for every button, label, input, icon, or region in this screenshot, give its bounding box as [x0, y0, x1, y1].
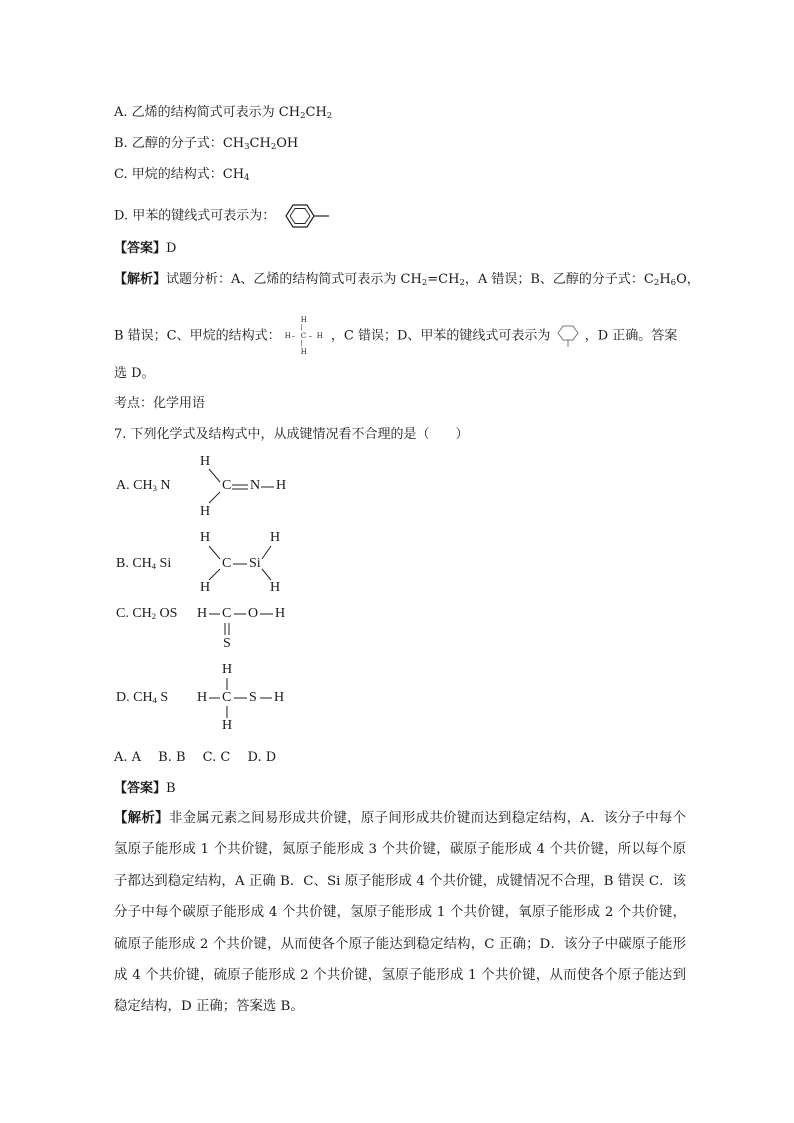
- analysis-text: 选 D。: [114, 366, 155, 381]
- formula-text: Si: [156, 556, 172, 571]
- q7-choices: [114, 749, 276, 767]
- bonds-c: [114, 604, 314, 650]
- subscript: 2: [151, 611, 157, 621]
- atom-h: H: [222, 662, 233, 677]
- bond-horizontal: –: [308, 332, 313, 340]
- q7-stem: [114, 426, 469, 444]
- atom-h: H: [284, 332, 291, 340]
- option-b: [114, 135, 298, 153]
- option-a-text: A. 乙烯的结构简式可表示为 CH: [114, 105, 301, 120]
- subscript: 2: [459, 278, 465, 288]
- atom-h: H: [197, 606, 208, 621]
- knowledge-point: [114, 395, 205, 413]
- subscript: 4: [151, 561, 157, 571]
- formula-text: B. CH: [116, 556, 152, 571]
- atom-h: H: [270, 530, 281, 545]
- bond-vertical: |: [300, 340, 303, 347]
- atom-h: H: [275, 606, 286, 621]
- atom-si: Si: [249, 556, 261, 571]
- structure-d: [114, 660, 314, 736]
- atom-h: H: [270, 580, 281, 595]
- structure-c: [114, 604, 314, 650]
- subscript: 3: [244, 142, 250, 152]
- analysis-text: 非金属元素之间易形成共价键，原子间形成共价键而达到稳定结构，A．该分子中每个氢原子能形成 1 个共价键，氮原子能形成 3 个共价键，碳原子能形成 4 个共价键，所以每个原子都达到稳定结构，A 正确 B．C、Si 原子能形成 4 个共价键，成键情况不合理，B 错误 C．该分子中每个碳原子能形成 4 个共价键，氢原子能形成 1 个共价键，氧原子能形成 2 个共价键，硫原子能形成 2 个共价键，从而使各个原子能达到稳定结构，C 正确；D．该分子中碳原子能形成 4 个共价键，硫原子能形成 2 个共价键，氢原子能形成 1 个共价键，从而使各个原子能达到稳定结构，D 正确；答案选 B。: [114, 811, 687, 1015]
- atom-h: H: [222, 718, 233, 733]
- toluene-mini-icon: [555, 323, 581, 349]
- atom-h: H: [300, 348, 307, 356]
- atom-h: H: [200, 580, 211, 595]
- analysis-text: B 错误；C、甲烷的结构式：: [114, 328, 281, 344]
- answer-value: B: [166, 781, 176, 796]
- subscript: 2: [421, 278, 428, 288]
- atom-h: H: [276, 478, 287, 493]
- bonds-d: [114, 660, 314, 736]
- option-b-text-3: OH: [276, 136, 299, 151]
- formula-text: S: [156, 690, 169, 705]
- option-b-text-2: CH: [249, 136, 271, 151]
- bonds-a: [114, 450, 314, 522]
- analysis-label: 【解析】: [114, 810, 169, 826]
- bonds-b: [114, 528, 314, 598]
- option-d-text: D. 甲苯的键线式可表示为：: [114, 208, 276, 224]
- option-c: [114, 166, 249, 184]
- formula-text: N: [156, 478, 171, 493]
- option-b-text: B. 乙醇的分子式：CH: [114, 136, 245, 151]
- knowledge-point-text: 考点：化学用语: [114, 396, 206, 411]
- atom-h: H: [200, 504, 211, 519]
- subscript: 2: [300, 111, 306, 121]
- atom-n: N: [250, 478, 261, 493]
- atom-o: O: [248, 606, 259, 621]
- atom-h: H: [200, 454, 211, 469]
- atom-h: H: [197, 690, 208, 705]
- toluene-skeletal-icon: [279, 201, 333, 231]
- atom-c: C: [222, 690, 232, 705]
- bond-vertical: |: [300, 324, 303, 331]
- q7-answer: [114, 780, 176, 798]
- formula-text: OS: [156, 606, 178, 621]
- analysis-label: 【解析】: [114, 272, 167, 287]
- option-a-text-2: CH: [305, 105, 327, 120]
- atom-h: H: [274, 690, 285, 705]
- option-c-text: C. 甲烷的结构式：CH: [114, 167, 245, 182]
- analysis-text: H: [659, 272, 671, 287]
- atom-h: H: [300, 316, 307, 324]
- analysis-text: O，: [676, 272, 700, 287]
- analysis-text: =CH: [427, 272, 460, 287]
- atom-s: S: [249, 690, 257, 705]
- atom-h: H: [316, 332, 323, 340]
- answer-label: 【答案】: [114, 781, 167, 796]
- atom-h: H: [200, 530, 211, 545]
- atom-s: S: [223, 636, 231, 651]
- subscript: 3: [152, 483, 157, 493]
- question-stem: 7. 下列化学式及结构式中，从成键情况看不合理的是（ ）: [114, 427, 469, 442]
- atom-c: C: [222, 556, 232, 571]
- structure-b: [114, 528, 314, 598]
- q6-analysis-line-1: [114, 271, 700, 289]
- formula-text: C. CH: [116, 606, 152, 621]
- answer-value: D: [166, 241, 177, 256]
- formula-text: A. CH: [116, 478, 153, 493]
- q6-answer: [114, 240, 176, 258]
- subscript: 2: [326, 111, 333, 121]
- subscript: 4: [244, 173, 250, 183]
- q6-analysis-line-3: [114, 365, 155, 383]
- methane-structure-mini: [285, 316, 327, 356]
- formula-text: D. CH: [116, 690, 153, 705]
- option-d: [114, 201, 333, 231]
- answer-label: 【答案】: [114, 241, 167, 256]
- subscript: 6: [670, 278, 677, 288]
- atom-c: C: [300, 332, 307, 340]
- q7-analysis: [114, 803, 686, 1023]
- analysis-text: ，D 正确。答案: [584, 328, 678, 344]
- bond-horizontal: –: [291, 332, 296, 340]
- analysis-text: ，A 错误；B、乙醇的分子式：C: [464, 272, 654, 287]
- choices-text: A. A B. B C. C D. D: [114, 750, 277, 765]
- q6-analysis-line-2: [114, 316, 677, 356]
- subscript: 2: [653, 278, 660, 288]
- structure-a: [114, 450, 314, 522]
- subscript: 4: [152, 695, 157, 705]
- analysis-text: 试题分析：A、乙烯的结构简式可表示为 CH: [166, 272, 422, 287]
- atom-c: C: [222, 606, 232, 621]
- subscript: 2: [270, 142, 277, 152]
- option-a: [114, 104, 332, 122]
- analysis-text: ，C 错误；D、甲苯的键线式可表示为: [330, 328, 551, 344]
- atom-c: C: [222, 478, 232, 493]
